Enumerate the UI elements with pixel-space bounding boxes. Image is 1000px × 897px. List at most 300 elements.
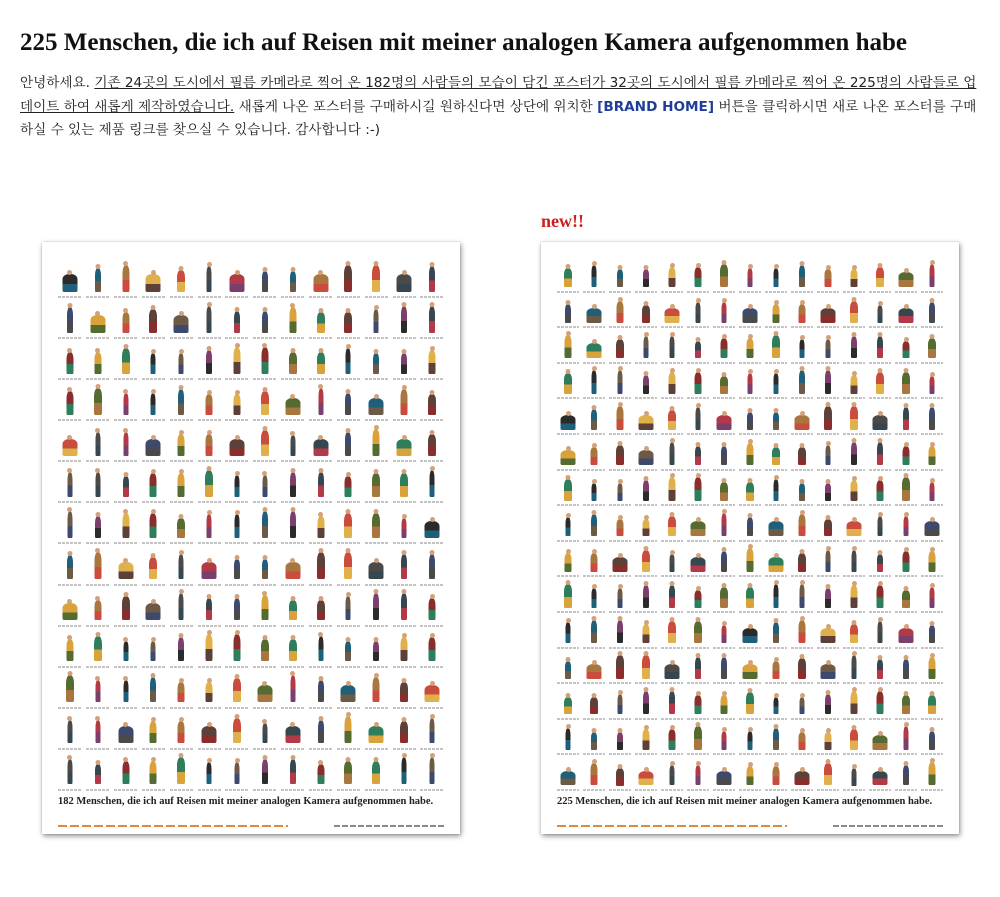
photo-caption [713,753,735,755]
photo-caption [895,789,917,791]
person-photo [685,400,711,436]
photo-caption [393,789,416,791]
person-photo [685,721,711,757]
person-figure [695,341,701,359]
photo-caption [921,291,943,293]
person-photo [251,504,279,545]
person-photo [581,685,607,721]
person-photo [919,756,945,792]
person-figure [748,268,753,287]
person-figure [852,550,857,572]
photo-caption [281,542,304,544]
photo-caption [661,647,683,649]
person-photo [815,543,841,579]
person-figure [317,600,325,621]
photo-caption [635,611,657,613]
person-photo [140,710,168,751]
photo-caption [253,337,276,339]
person-figure [205,470,213,497]
person-figure [618,694,623,715]
person-figure [289,307,296,332]
person-photo [167,587,195,628]
person-figure [177,757,185,784]
person-figure [639,771,654,786]
person-photo [56,751,84,792]
photo-caption [921,469,943,471]
person-photo [335,710,363,751]
person-photo [140,258,168,299]
person-photo [815,685,841,721]
photo-caption [713,504,735,506]
person-photo [919,365,945,401]
person-figure [317,552,325,579]
person-figure [669,729,676,750]
photo-caption [337,337,360,339]
photo-caption [557,682,579,684]
person-figure [178,473,185,497]
person-photo [418,504,446,545]
person-figure [878,516,883,537]
person-figure [372,761,380,785]
person-photo [737,578,763,614]
photo-caption [86,378,109,380]
person-photo [279,710,307,751]
person-figure [929,407,935,429]
person-photo [418,299,446,340]
person-photo [763,329,789,365]
person-figure [873,771,888,786]
person-photo [84,710,112,751]
photo-caption [420,789,443,791]
person-photo [223,587,251,628]
person-figure [721,446,727,465]
person-photo [633,258,659,294]
person-photo [335,258,363,299]
photo-caption [253,296,276,298]
person-photo [251,381,279,422]
photo-caption [114,501,137,503]
photo-caption [895,397,917,399]
person-photo [251,299,279,340]
person-figure [118,726,133,743]
photo-caption [557,469,579,471]
photo-caption [791,611,813,613]
photo-caption [895,291,917,293]
photo-caption [661,789,683,791]
photo-caption [365,748,388,750]
person-figure [400,473,408,497]
person-photo [841,400,867,436]
person-photo [140,669,168,710]
person-photo [390,299,418,340]
photo-caption [142,296,165,298]
person-photo [737,543,763,579]
person-figure [95,720,100,744]
person-figure [774,697,779,715]
person-figure [429,306,435,333]
person-figure [564,268,572,287]
person-figure [773,661,780,679]
person-photo [867,756,893,792]
photo-caption [583,647,605,649]
person-figure [878,621,883,643]
person-figure [564,584,572,607]
person-photo [307,751,335,792]
person-photo [555,329,581,365]
person-photo [659,294,685,330]
photo-caption [142,584,165,586]
person-figure [95,764,101,785]
person-figure [695,267,702,288]
person-figure [262,759,268,784]
photo-caption [609,647,631,649]
person-figure [877,659,883,678]
person-figure [592,588,597,607]
person-photo [607,400,633,436]
person-photo [251,628,279,669]
person-figure [772,335,780,358]
person-photo [919,400,945,436]
photo-caption [86,419,109,421]
person-photo [307,299,335,340]
person-figure [851,375,858,394]
person-figure [369,562,384,579]
person-photo [140,463,168,504]
person-photo [418,545,446,586]
photo-caption [198,748,221,750]
person-photo [112,710,140,751]
person-figure [877,336,883,358]
person-photo [581,614,607,650]
person-figure [95,268,101,292]
photo-caption [713,718,735,720]
person-photo [737,507,763,543]
person-photo [140,504,168,545]
person-photo [919,614,945,650]
person-figure [290,511,296,538]
person-photo [251,545,279,586]
person-figure [824,406,832,429]
person-figure [695,446,701,465]
photo-caption [393,625,416,627]
person-photo [737,294,763,330]
person-figure [402,757,407,784]
photo-caption [142,707,165,709]
photo-caption [281,707,304,709]
person-photo [711,294,737,330]
person-figure [94,352,101,374]
photo-caption [661,575,683,577]
person-photo [362,299,390,340]
poster-credits [833,825,943,827]
person-photo [659,400,685,436]
photo-caption [198,789,221,791]
person-figure [851,480,858,501]
photo-caption [142,501,165,503]
photo-caption [365,707,388,709]
brand-home-link[interactable]: [BRAND HOME] [597,98,715,115]
person-photo [763,507,789,543]
photo-caption [86,542,109,544]
person-photo [841,578,867,614]
person-figure [825,269,832,287]
photo-caption [895,469,917,471]
photo-caption [739,326,761,328]
person-figure [118,562,133,579]
person-photo [841,614,867,650]
person-photo [335,299,363,340]
photo-caption [869,647,891,649]
photo-caption [114,748,137,750]
person-figure [344,513,352,538]
person-figure [150,513,157,538]
photo-caption [420,337,443,339]
person-figure [743,308,758,323]
photo-caption [869,326,891,328]
person-photo [140,628,168,669]
person-photo [815,721,841,757]
photo-caption [713,291,735,293]
person-photo [84,545,112,586]
photo-caption [557,362,579,364]
photo-caption [365,337,388,339]
photo-caption [921,682,943,684]
person-figure [774,268,779,287]
photo-caption [765,647,787,649]
person-figure [876,372,884,394]
photo-caption [86,460,109,462]
photo-caption [557,291,579,293]
photo-caption [843,397,865,399]
photo-caption [635,540,657,542]
person-figure [669,585,675,607]
poster-225-people [541,242,959,834]
photo-caption [713,362,735,364]
person-photo [418,751,446,792]
photo-caption [869,362,891,364]
person-photo [867,294,893,330]
person-figure [373,353,379,374]
person-photo [84,504,112,545]
person-figure [206,598,212,620]
person-photo [555,365,581,401]
person-figure [235,475,240,497]
photo-caption [198,296,221,298]
person-photo [84,628,112,669]
person-figure [289,352,297,374]
person-figure [178,637,184,661]
person-photo [815,507,841,543]
person-photo [633,436,659,472]
photo-caption [661,326,683,328]
person-figure [720,264,728,287]
person-photo [737,365,763,401]
person-figure [372,265,380,292]
person-photo [581,365,607,401]
person-figure [565,553,572,572]
person-photo [763,365,789,401]
person-figure [234,311,240,333]
person-figure [873,735,888,750]
person-photo [737,614,763,650]
person-photo [711,258,737,294]
photo-caption [921,575,943,577]
photo-caption [791,789,813,791]
person-photo [555,650,581,686]
person-figure [369,398,384,415]
person-figure [873,415,888,430]
person-figure [401,554,407,579]
person-photo [659,650,685,686]
photo-caption [817,789,839,791]
photo-caption [420,501,443,503]
person-figure [95,680,100,702]
photo-caption [557,611,579,613]
photo-caption [281,584,304,586]
person-photo [737,756,763,792]
photo-caption [114,666,137,668]
person-photo [815,365,841,401]
person-figure [929,625,935,643]
person-photo [195,669,223,710]
photo-caption [817,718,839,720]
person-photo [251,340,279,381]
person-photo [56,669,84,710]
photo-caption [583,682,605,684]
person-photo [279,258,307,299]
person-photo [711,436,737,472]
person-figure [262,475,267,497]
person-photo [789,578,815,614]
photo-caption [921,647,943,649]
photo-caption [739,362,761,364]
person-figure [401,353,407,374]
person-figure [694,621,702,643]
person-figure [401,389,408,414]
person-photo [607,756,633,792]
person-photo [307,587,335,628]
photo-caption [393,378,416,380]
photo-caption [791,397,813,399]
photo-caption [609,611,631,613]
person-figure [67,759,72,784]
person-figure [722,731,727,750]
photo-caption [687,789,709,791]
person-figure [852,655,857,678]
person-figure [66,391,73,415]
photo-caption [635,682,657,684]
photo-caption [609,504,631,506]
photo-caption [225,789,248,791]
person-photo [893,721,919,757]
person-figure [592,483,597,501]
person-figure [748,373,753,394]
photo-caption [170,748,193,750]
photo-caption [114,337,137,339]
person-photo [607,507,633,543]
photo-caption [198,625,221,627]
person-photo [919,543,945,579]
person-photo [867,472,893,508]
person-photo [251,751,279,792]
person-photo [633,365,659,401]
person-figure [318,472,324,497]
photo-caption [309,584,332,586]
person-photo [140,751,168,792]
photo-caption [687,682,709,684]
photo-caption [281,337,304,339]
person-photo [763,400,789,436]
photo-caption [253,501,276,503]
photo-caption [114,460,137,462]
person-figure [234,394,241,415]
photo-caption [58,584,81,586]
photo-caption [309,789,332,791]
person-photo [251,258,279,299]
person-photo [763,294,789,330]
person-figure [429,598,436,620]
person-figure [669,691,675,714]
person-photo [555,685,581,721]
person-photo [893,258,919,294]
person-photo [919,329,945,365]
photo-caption [791,433,813,435]
person-photo [390,587,418,628]
photo-caption [713,397,735,399]
person-photo [711,543,737,579]
photo-caption [281,419,304,421]
photo-caption [557,540,579,542]
person-figure [795,415,810,430]
person-photo [195,545,223,586]
photo-caption [86,789,109,791]
photo-caption [557,397,579,399]
person-photo [841,650,867,686]
person-photo [893,472,919,508]
photo-caption [225,501,248,503]
person-photo [633,614,659,650]
photo-caption [713,611,735,613]
photo-caption [557,718,579,720]
person-figure [743,664,758,679]
person-photo [140,422,168,463]
person-figure [565,661,571,679]
photo-caption [765,575,787,577]
person-figure [94,600,101,621]
person-figure [67,307,73,332]
person-photo [362,340,390,381]
photo-caption [58,748,81,750]
person-figure [930,482,935,501]
person-figure [233,718,241,743]
person-photo [390,258,418,299]
person-photo [763,543,789,579]
person-photo [737,650,763,686]
person-photo [307,381,335,422]
person-photo [167,504,195,545]
photo-caption [365,419,388,421]
person-photo [555,436,581,472]
photo-caption [583,789,605,791]
photo-caption [739,469,761,471]
person-figure [318,388,323,415]
person-photo [763,472,789,508]
person-figure [402,518,407,539]
person-figure [285,398,300,415]
photo-caption [609,540,631,542]
person-photo [659,507,685,543]
person-photo [418,258,446,299]
